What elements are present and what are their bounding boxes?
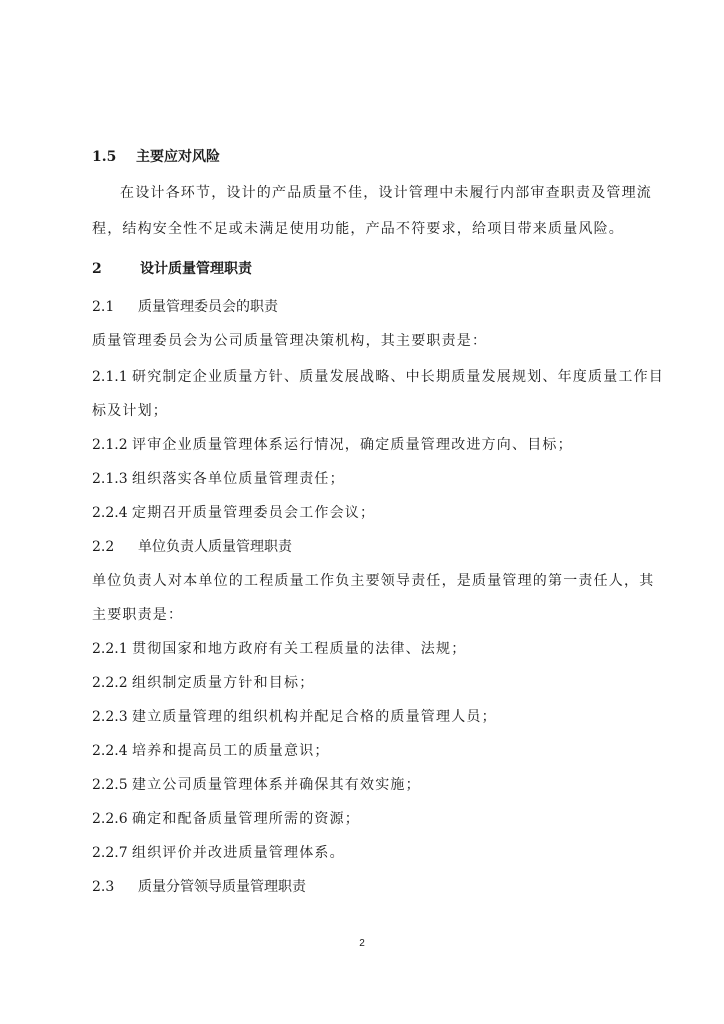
item-number: 2.2.2 bbox=[92, 675, 128, 691]
list-item bbox=[92, 707, 497, 727]
item-number: 2.2.5 bbox=[92, 777, 128, 793]
item-text: 确定和配备质量管理所需的资源； bbox=[132, 811, 360, 827]
page-number: 2 bbox=[359, 938, 365, 949]
item-number: 2.2.3 bbox=[92, 709, 128, 725]
section-number: 2 bbox=[92, 261, 102, 277]
list-item bbox=[92, 639, 466, 659]
paragraph-line: 程，结构安全性不足或未满足使用功能，产品不符要求，给项目带来质量风险。 bbox=[92, 221, 624, 237]
item-text: 定期召开质量管理委员会工作会议； bbox=[132, 505, 376, 521]
section-heading-2-2 bbox=[92, 537, 292, 557]
item-text: 建立质量管理的组织机构并配足合格的质量管理人员； bbox=[132, 709, 497, 725]
section-title: 设计质量管理职责 bbox=[140, 261, 252, 277]
item-text: 研究制定企业质量方针、质量发展战略、中长期质量发展规划、年度质量工作目 bbox=[132, 369, 664, 385]
list-item-continuation: 标及计划； bbox=[92, 403, 168, 419]
item-text: 组织评价并改进质量管理体系。 bbox=[132, 845, 345, 861]
list-item bbox=[92, 673, 314, 693]
item-number: 2.1.3 bbox=[92, 471, 128, 487]
section-title: 质量分管领导质量管理职责 bbox=[138, 879, 306, 895]
section-number: 1.5 bbox=[92, 149, 117, 165]
paragraph-line: 主要职责是： bbox=[92, 607, 184, 623]
paragraph-line: 质量管理委员会为公司质量管理决策机构，其主要职责是： bbox=[92, 333, 488, 349]
item-number: 2.2.4 bbox=[92, 505, 128, 521]
item-number: 2.2.4 bbox=[92, 743, 128, 759]
item-text: 组织落实各单位质量管理责任； bbox=[132, 471, 345, 487]
section-number: 2.2 bbox=[92, 539, 115, 555]
section-title: 主要应对风险 bbox=[136, 149, 220, 165]
list-item bbox=[92, 503, 375, 523]
section-number: 2.1 bbox=[92, 299, 115, 315]
item-number: 2.2.1 bbox=[92, 641, 128, 657]
section-heading-1-5 bbox=[92, 147, 220, 167]
section-title: 单位负责人质量管理职责 bbox=[138, 539, 292, 555]
list-item bbox=[92, 435, 573, 455]
paragraph-line: 单位负责人对本单位的工程质量工作负主要领导责任，是质量管理的第一责任人，其 bbox=[92, 573, 655, 589]
list-item bbox=[92, 775, 421, 795]
list-item bbox=[92, 843, 345, 863]
item-number: 2.1.1 bbox=[92, 369, 128, 385]
section-title: 质量管理委员会的职责 bbox=[138, 299, 278, 315]
item-number: 2.2.6 bbox=[92, 811, 128, 827]
section-heading-2-3 bbox=[92, 877, 306, 897]
item-text: 评审企业质量管理体系运行情况，确定质量管理改进方向、目标； bbox=[132, 437, 573, 453]
paragraph-line: 在设计各环节，设计的产品质量不佳，设计管理中未履行内部审查职责及管理流 bbox=[120, 185, 652, 201]
list-item bbox=[92, 809, 360, 829]
item-text: 培养和提高员工的质量意识； bbox=[132, 743, 330, 759]
item-number: 2.2.7 bbox=[92, 845, 128, 861]
item-number: 2.1.2 bbox=[92, 437, 128, 453]
item-text: 组织制定质量方针和目标； bbox=[132, 675, 315, 691]
section-heading-2 bbox=[92, 259, 252, 279]
section-number: 2.3 bbox=[92, 879, 115, 895]
item-text: 建立公司质量管理体系并确保其有效实施； bbox=[132, 777, 421, 793]
list-item bbox=[92, 469, 345, 489]
list-item bbox=[92, 367, 664, 387]
list-item bbox=[92, 741, 330, 761]
section-heading-2-1 bbox=[92, 297, 278, 317]
item-text: 贯彻国家和地方政府有关工程质量的法律、法规； bbox=[132, 641, 467, 657]
